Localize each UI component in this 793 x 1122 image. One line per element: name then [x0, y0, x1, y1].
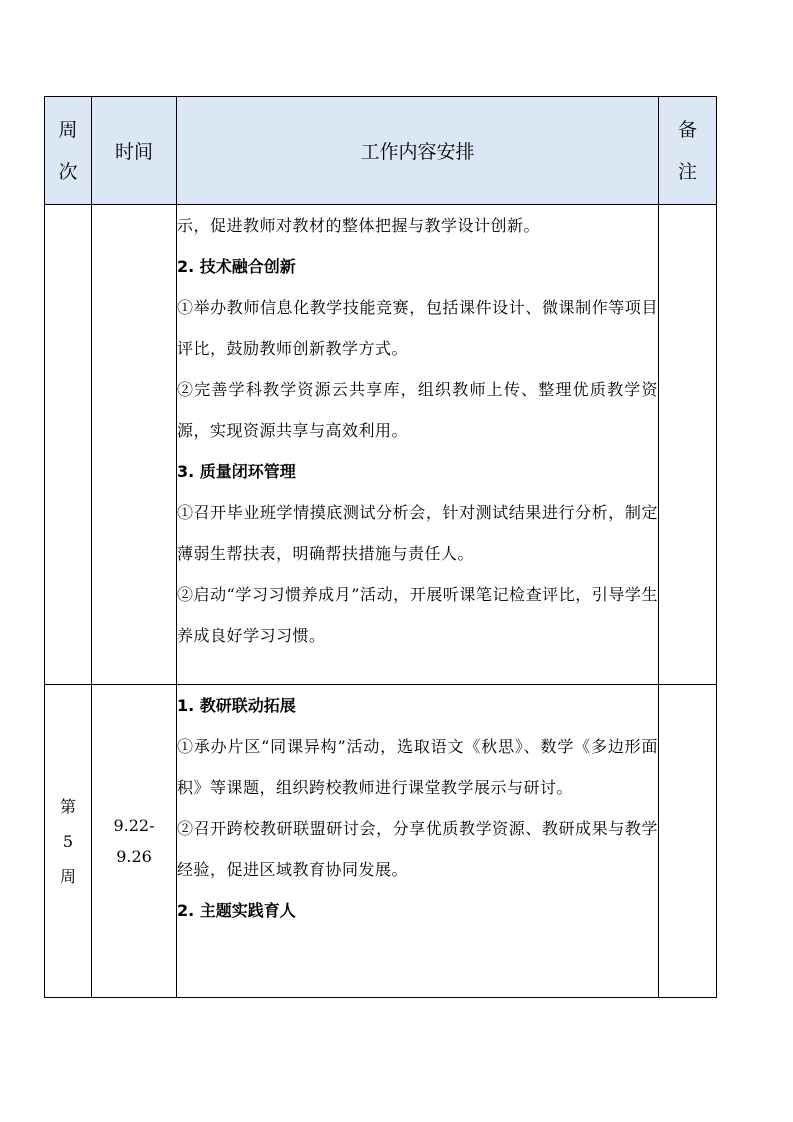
header-week: [45, 97, 92, 205]
table-row: [45, 685, 717, 998]
week-number: 5: [62, 831, 74, 851]
notes-cell: [659, 205, 717, 685]
paragraph: ①召开毕业班学情摸底测试分析会，针对测试结果进行分析，制定薄弱生帮扶表，明确帮扶措施与责任人。: [177, 503, 658, 563]
header-notes: [659, 97, 717, 205]
paragraph: ②启动“学习习惯养成月”活动，开展听课笔记检查评比，引导学生养成良好学习习惯。: [177, 585, 658, 645]
section-heading: 3. 质量闭环管理: [177, 462, 296, 481]
work-schedule-table: [44, 96, 717, 998]
header-content: 工作内容安排: [177, 97, 659, 205]
content-cell: [177, 685, 659, 998]
table-header-row: [45, 97, 717, 205]
content-cell: [177, 205, 659, 685]
week-cell: [45, 685, 92, 998]
section-heading: 2. 技术融合创新: [177, 257, 296, 276]
header-time: 时间: [92, 97, 177, 205]
header-notes-char: 备: [677, 118, 697, 141]
header-week-char: 次: [58, 160, 78, 183]
week-char: 周: [59, 866, 76, 886]
paragraph: 示，促进教师对教材的整体把握与教学设计创新。: [177, 216, 541, 235]
paragraph: ①举办教师信息化教学技能竞赛，包括课件设计、微课制作等项目评比，鼓励教师创新教学方式。: [177, 298, 658, 358]
paragraph: ②完善学科教学资源云共享库，组织教师上传、整理优质教学资源，实现资源共享与高效利用。: [177, 380, 658, 440]
date-cell: [92, 205, 177, 685]
section-heading: 2. 主题实践育人: [177, 901, 296, 920]
week-cell: [45, 205, 92, 685]
paragraph: ①承办片区“同课异构”活动，选取语文《秋思》、数学《多边形面积》等课题，组织跨校教师进行课堂教学展示与研讨。: [177, 737, 658, 797]
notes-cell: [659, 685, 717, 998]
header-notes-char: 注: [677, 160, 697, 183]
date-cell: [92, 685, 177, 998]
section-heading: 1. 教研联动拓展: [177, 696, 296, 715]
table-row: [45, 205, 717, 685]
date-end: 9.26: [116, 847, 152, 866]
date-start: 9.22-: [113, 816, 155, 835]
paragraph: ②召开跨校教研联盟研讨会，分享优质教学资源、教研成果与教学经验，促进区域教育协同发展。: [177, 819, 658, 879]
header-week-char: 周: [58, 118, 78, 141]
week-char: 第: [59, 796, 76, 816]
